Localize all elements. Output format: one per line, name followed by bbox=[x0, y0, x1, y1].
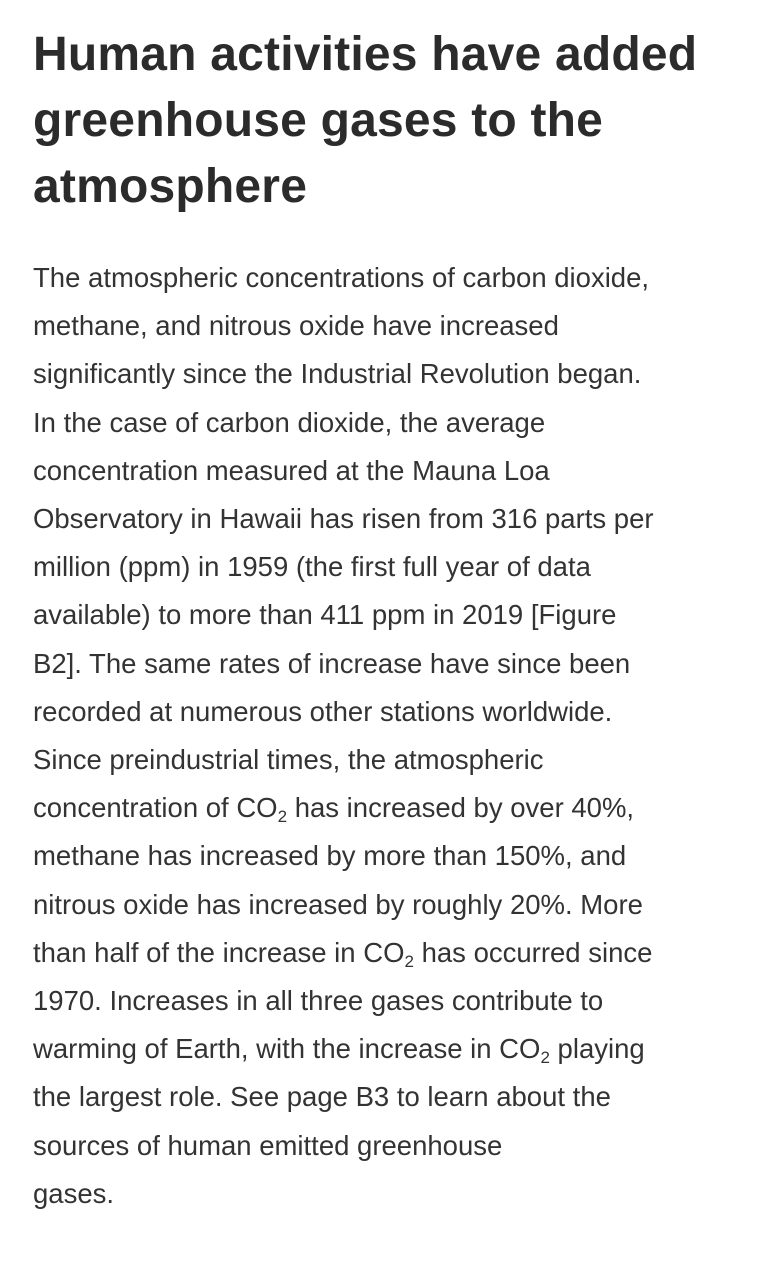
paragraph-line: 1970. Increases in all three gases contribute to bbox=[33, 985, 604, 1017]
paragraph-line: In the case of carbon dioxide, the average bbox=[33, 406, 546, 438]
article bbox=[33, 22, 758, 1218]
paragraph-line: concentration measured at the Mauna Loa bbox=[33, 454, 550, 486]
paragraph-line: Since preindustrial times, the atmospheric bbox=[33, 744, 544, 776]
line-text: than half of the increase in CO bbox=[33, 936, 405, 968]
paragraph-line bbox=[33, 784, 758, 832]
paragraph-line: The atmospheric concentrations of carbon dioxide, bbox=[33, 262, 650, 293]
subscript: 2 bbox=[404, 951, 414, 971]
paragraph-line: the largest role. See page B3 to learn about the bbox=[33, 1081, 611, 1113]
paragraph-line: available) to more than 411 ppm in 2019 [Figure bbox=[33, 599, 617, 631]
line-text: has increased by over 40%, bbox=[287, 792, 635, 824]
line-text: warming of Earth, with the increase in CO bbox=[33, 1033, 541, 1065]
paragraph-line: methane has increased by more than 150%, and bbox=[33, 840, 627, 872]
paragraph-line: sources of human emitted greenhouse bbox=[33, 1129, 503, 1161]
line-text: concentration of CO bbox=[33, 792, 278, 824]
article-title: Human activities have added greenhouse gases to the atmosphere bbox=[33, 28, 698, 213]
line-text: has occurred since bbox=[413, 936, 653, 968]
paragraph-line: nitrous oxide has increased by roughly 20%. More bbox=[33, 888, 643, 920]
paragraph-line: million (ppm) in 1959 (the first full year of data bbox=[33, 551, 591, 583]
paragraph-line: gases. bbox=[33, 1177, 115, 1209]
paragraph-line bbox=[33, 929, 758, 977]
paragraph-line: methane, and nitrous oxide have increased bbox=[33, 310, 559, 342]
article-paragraph bbox=[33, 254, 758, 1218]
paragraph-line: B2]. The same rates of increase have since been bbox=[33, 647, 631, 679]
paragraph-line bbox=[33, 1025, 758, 1073]
subscript: 2 bbox=[540, 1048, 550, 1068]
subscript: 2 bbox=[277, 807, 288, 826]
paragraph-line: recorded at numerous other stations worldwide. bbox=[33, 695, 613, 727]
line-text: playing bbox=[549, 1033, 645, 1065]
paragraph-line: significantly since the Industrial Revolution began. bbox=[33, 358, 642, 390]
paragraph-line: Observatory in Hawaii has risen from 316 parts per bbox=[33, 503, 654, 535]
